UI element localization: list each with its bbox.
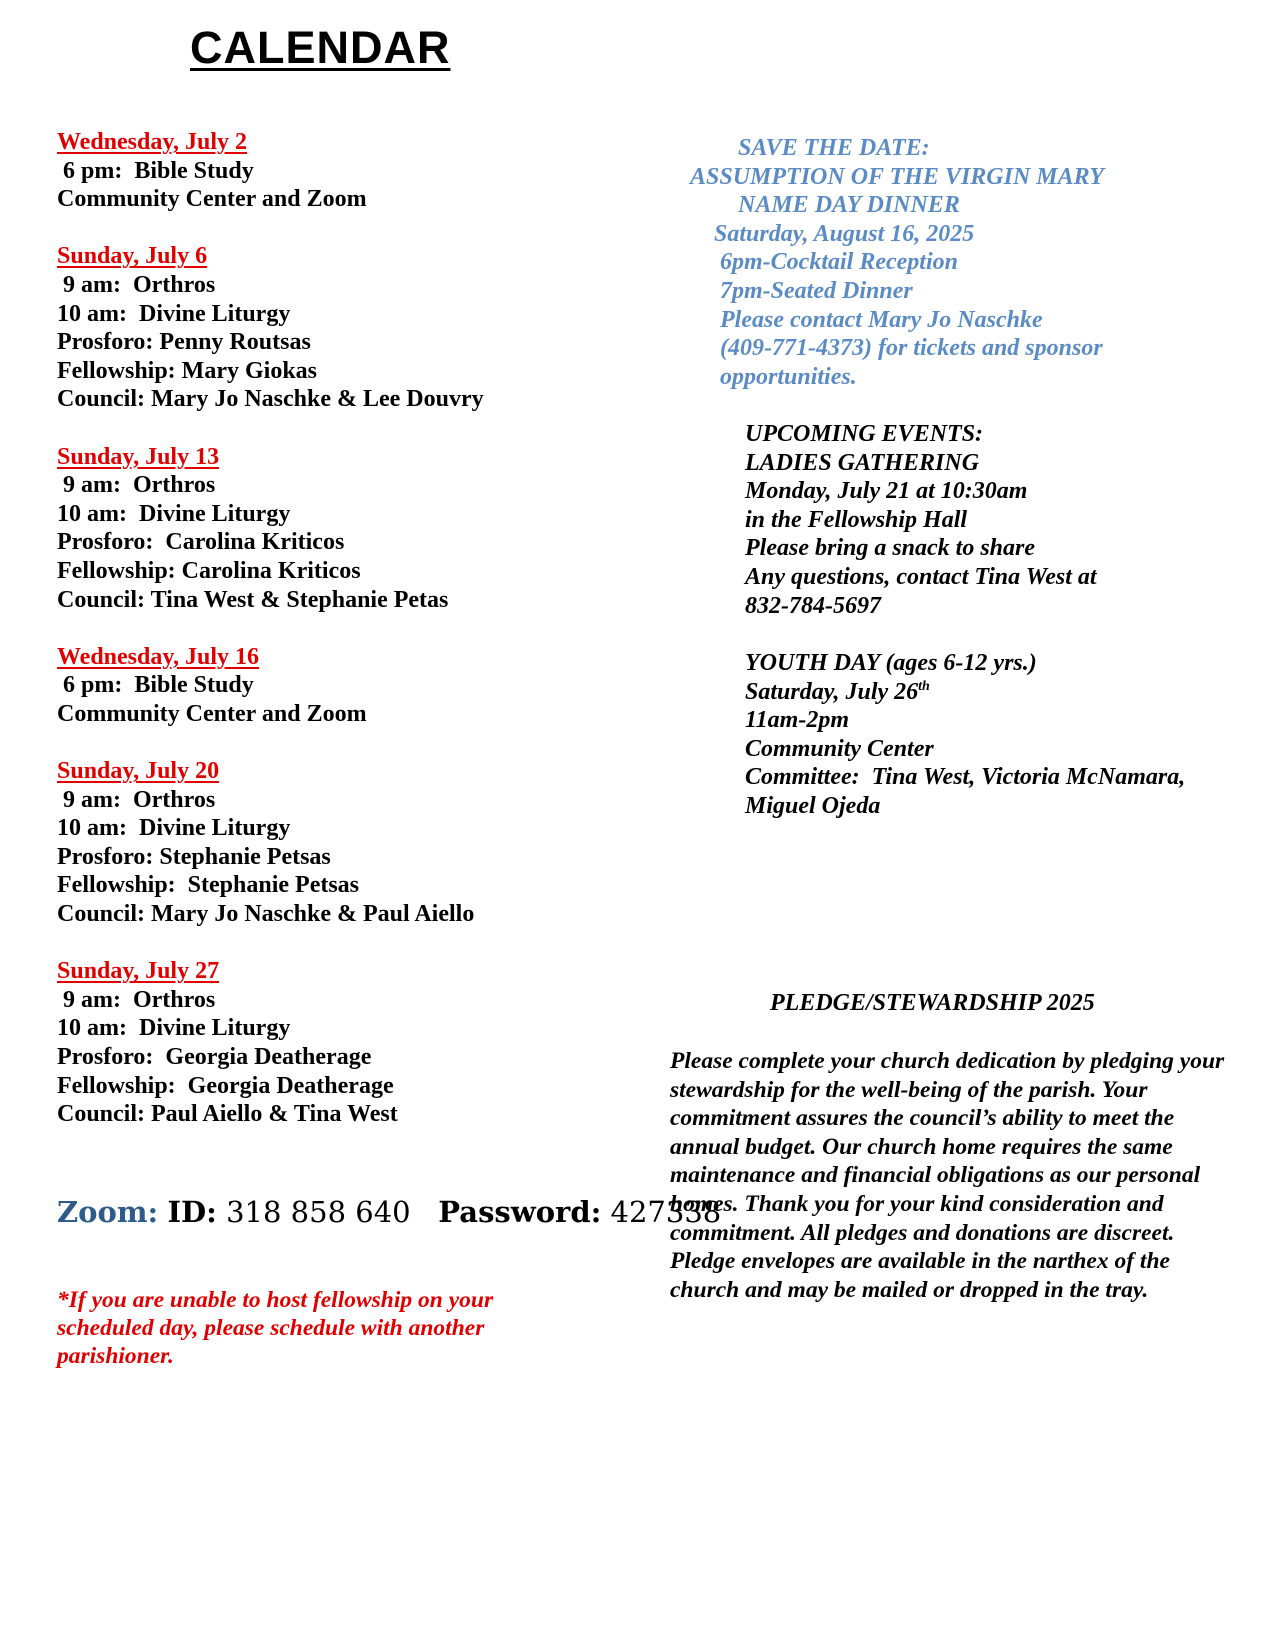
upcoming-line: Monday, July 21 at 10:30am xyxy=(745,478,1028,505)
event-date: Wednesday, July 16 xyxy=(57,643,260,670)
event-line: Community Center and Zoom xyxy=(57,186,367,213)
event-sun-july-27 xyxy=(57,957,617,1129)
event-line: Council: Mary Jo Naschke & Lee Douvry xyxy=(57,386,484,413)
zoom-info xyxy=(57,1195,721,1229)
event-line: Council: Mary Jo Naschke & Paul Aiello xyxy=(57,901,475,928)
youth-date-suffix: th xyxy=(918,678,930,694)
save-line: NAME DAY DINNER xyxy=(690,192,960,219)
save-line: Saturday, August 16, 2025 xyxy=(690,220,975,247)
event-line: Council: Paul Aiello & Tina West xyxy=(57,1101,398,1128)
upcoming-line: Please bring a snack to share xyxy=(745,535,1036,562)
youth-date: Saturday, July 26 xyxy=(745,678,919,705)
event-date: Wednesday, July 2 xyxy=(57,129,248,155)
event-date: Sunday, July 6 xyxy=(57,243,208,270)
event-wed-july-16 xyxy=(57,643,617,729)
event-line: Council: Tina West & Stephanie Petas xyxy=(57,586,449,613)
event-line: Prosforo: Carolina Kriticos xyxy=(57,529,345,556)
save-line: (409-771-4373) for tickets and sponsor xyxy=(690,335,1103,362)
youth-date-line xyxy=(745,678,1225,707)
event-line: 10 am: Divine Liturgy xyxy=(57,815,291,842)
youth-line: 11am-2pm xyxy=(745,707,850,734)
event-line: 6 pm: Bible Study xyxy=(57,157,254,184)
save-line: ASSUMPTION OF THE VIRGIN MARY xyxy=(690,163,1104,190)
upcoming-line: UPCOMING EVENTS: xyxy=(745,421,984,447)
event-line: 9 am: Orthros xyxy=(57,786,216,813)
event-date: Sunday, July 20 xyxy=(57,758,220,785)
save-line: Please contact Mary Jo Naschke xyxy=(690,306,1043,333)
pledge-heading: PLEDGE/STEWARDSHIP 2025 xyxy=(770,990,1095,1016)
zoom-id-value: 318 858 640 xyxy=(226,1195,411,1229)
event-line: Fellowship: Stephanie Petsas xyxy=(57,872,360,899)
event-sun-july-6 xyxy=(57,242,617,414)
fellowship-note: *If you are unable to host fellowship on your scheduled day, please schedule with another parishioner. xyxy=(57,1287,494,1369)
event-date: Sunday, July 27 xyxy=(57,958,220,985)
event-line: Fellowship: Carolina Kriticos xyxy=(57,557,361,584)
zoom-id-label: ID: xyxy=(167,1195,217,1229)
event-line: 9 am: Orthros xyxy=(57,986,216,1013)
event-line: Prosforo: Georgia Deatherage xyxy=(57,1044,372,1070)
event-line: 10 am: Divine Liturgy xyxy=(57,500,291,527)
event-date: Sunday, July 13 xyxy=(57,443,220,470)
upcoming-line: in the Fellowship Hall xyxy=(745,506,968,533)
event-line: 9 am: Orthros xyxy=(57,472,216,499)
youth-line: Miguel Ojeda xyxy=(745,792,881,819)
schedule-column xyxy=(57,128,617,1157)
zoom-label: Zoom: xyxy=(57,1195,159,1229)
upcoming-line: 832-784-5697 xyxy=(745,592,881,619)
upcoming-events xyxy=(745,420,1225,620)
event-line: Community Center and Zoom xyxy=(57,700,367,727)
event-wed-july-2 xyxy=(57,128,617,214)
save-line: 6pm-Cocktail Reception xyxy=(690,249,958,276)
youth-line: YOUTH DAY (ages 6-12 yrs.) xyxy=(745,650,1037,676)
save-the-date xyxy=(690,134,1190,391)
upcoming-line: LADIES GATHERING xyxy=(745,449,980,476)
event-line: Prosforo: Penny Routsas xyxy=(57,329,311,356)
save-line: 7pm-Seated Dinner xyxy=(690,277,913,304)
event-line: 10 am: Divine Liturgy xyxy=(57,300,291,327)
save-line: opportunities. xyxy=(690,363,857,390)
event-sun-july-13 xyxy=(57,443,617,615)
zoom-password-value: 427338 xyxy=(610,1195,722,1229)
event-line: 6 pm: Bible Study xyxy=(57,672,254,699)
youth-line: Community Center xyxy=(745,735,934,762)
upcoming-line: Any questions, contact Tina West at xyxy=(745,563,1097,590)
event-sun-july-20 xyxy=(57,757,617,929)
save-line: SAVE THE DATE: xyxy=(690,135,930,161)
youth-day xyxy=(745,649,1225,821)
event-line: 10 am: Divine Liturgy xyxy=(57,1015,291,1042)
event-line: 9 am: Orthros xyxy=(57,271,216,298)
event-line: Fellowship: Mary Giokas xyxy=(57,357,318,384)
zoom-password-label: Password: xyxy=(438,1195,602,1229)
event-line: Prosforo: Stephanie Petsas xyxy=(57,843,331,870)
youth-line: Committee: Tina West, Victoria McNamara, xyxy=(745,764,1186,791)
page-title: CALENDAR xyxy=(190,22,451,73)
pledge-body: Please complete your church dedication by pledging your stewardship for the well-being of the parish. Your commitment assures the council’s ability to meet the annual budget. Our church home requires the same maintenance and financial obligations as our personal homes. Thank you for your kind consideration and commitment. All pledges and donations are discreet. Pledge envelopes are available in the narthex of the church and may be mailed or dropped in the tray. xyxy=(670,1048,1225,1303)
event-line: Fellowship: Georgia Deatherage xyxy=(57,1072,394,1099)
